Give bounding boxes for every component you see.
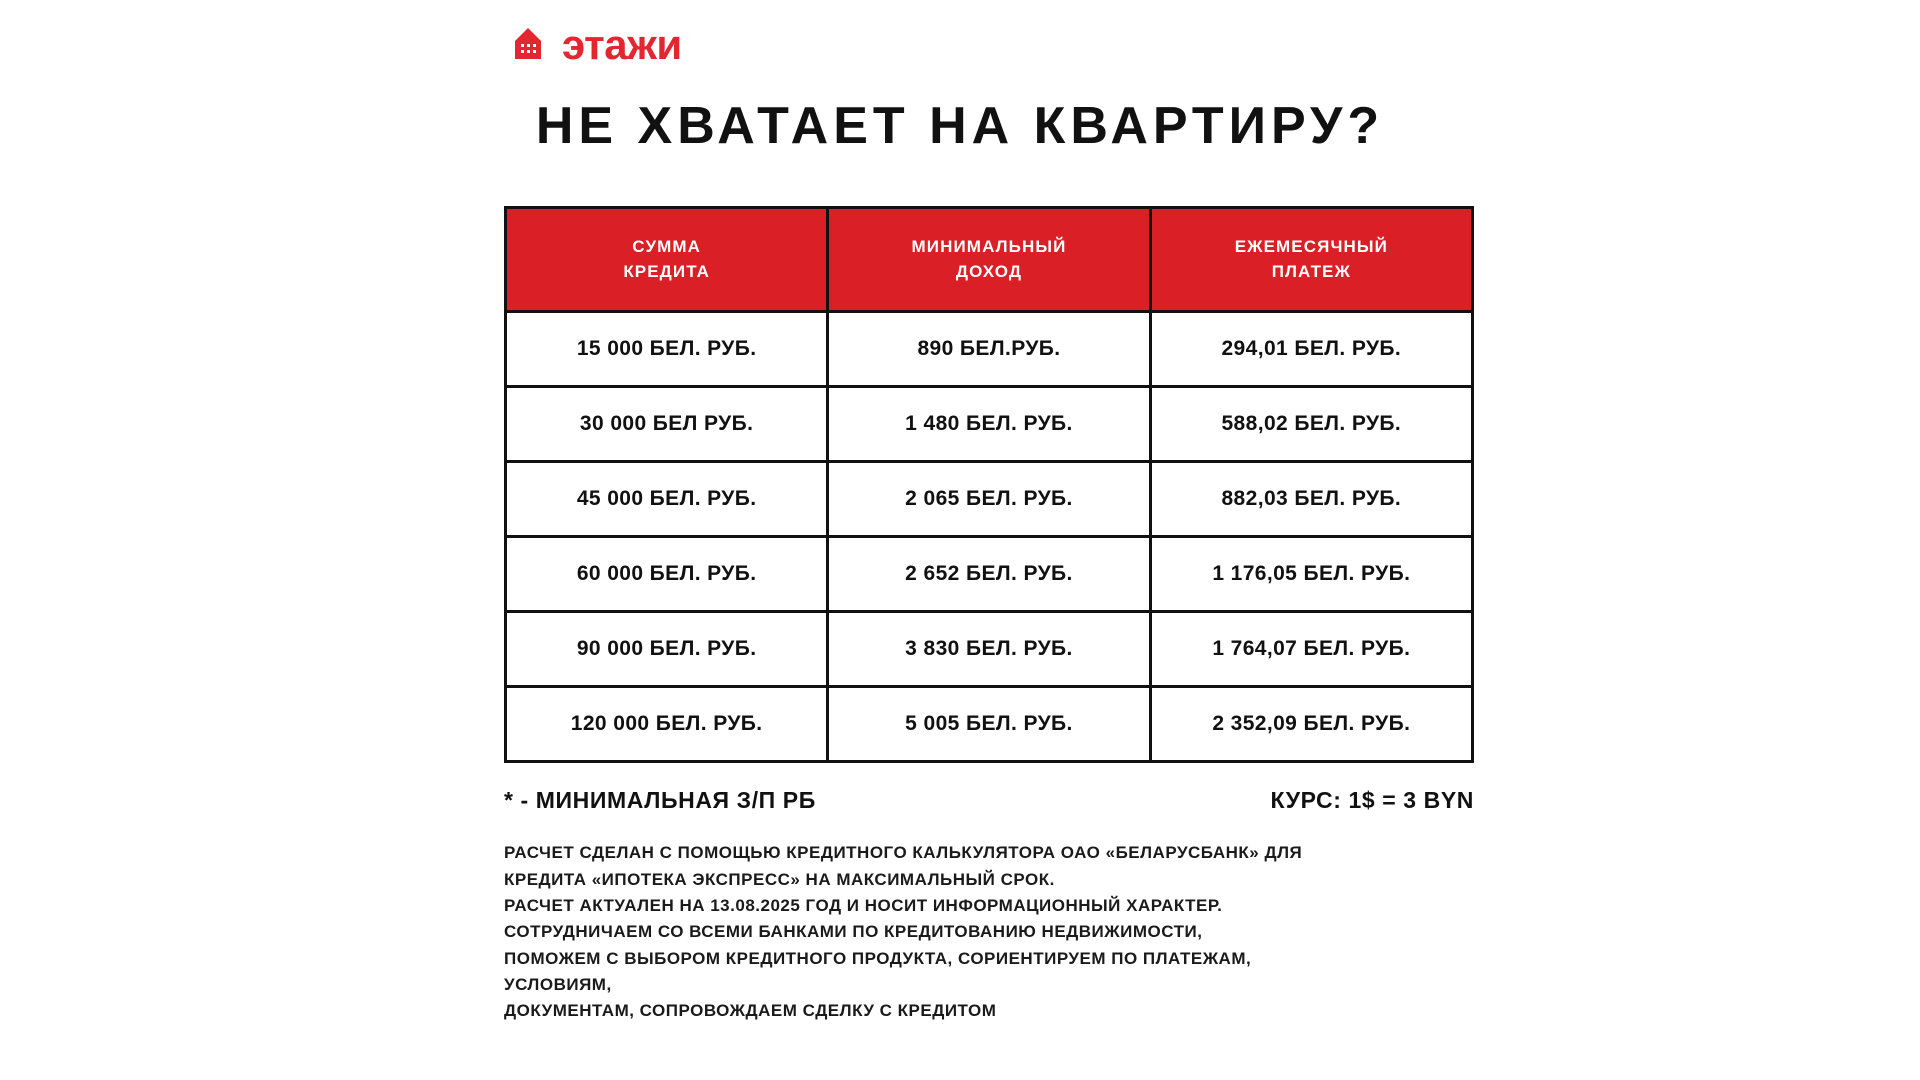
credit-rates-table (504, 206, 1474, 763)
disclaimer-line-6: УСЛОВИЯМ, (504, 975, 612, 994)
table-row (506, 462, 1473, 537)
table-row (506, 537, 1473, 612)
column-header-monthly-payment-line1: ЕЖЕМЕСЯЧНЫЙ (1234, 237, 1388, 256)
column-header-loan-amount-line2: КРЕДИТА (623, 261, 710, 281)
cell-monthly-payment: 1 764,07 БЕЛ. РУБ. (1150, 612, 1472, 687)
cell-min-income: 1 480 БЕЛ. РУБ. (828, 387, 1150, 462)
disclaimer-line-2: КРЕДИТА «ИПОТЕКА ЭКСПРЕСС» НА МАКСИМАЛЬНЫЙ СРОК. (504, 869, 1055, 889)
table-row (506, 312, 1473, 387)
table-row (506, 387, 1473, 462)
table-row (506, 687, 1473, 762)
cell-loan-amount: 30 000 БЕЛ РУБ. (506, 387, 828, 462)
building-icon (508, 25, 548, 65)
notes-row (504, 787, 1474, 814)
note-exchange-rate: КУРС: 1$ = 3 BYN (1270, 787, 1474, 814)
cell-loan-amount: 90 000 БЕЛ. РУБ. (506, 612, 828, 687)
column-header-monthly-payment (1150, 208, 1472, 312)
page-title: НЕ ХВАТАЕТ НА КВАРТИРУ? (535, 97, 1385, 155)
disclaimer-line-4: СОТРУДНИЧАЕМ СО ВСЕМИ БАНКАМИ ПО КРЕДИТОВАНИЮ НЕДВИЖИМОСТИ, (504, 922, 1203, 942)
cell-min-income: 2 652 БЕЛ. РУБ. (828, 537, 1150, 612)
disclaimer-line-3: РАСЧЕТ АКТУАЛЕН НА 13.08.2025 ГОД И НОСИТ ИНФОРМАЦИОННЫЙ ХАРАКТЕР. (504, 895, 1223, 915)
disclaimer-line-5: ПОМОЖЕМ С ВЫБОРОМ КРЕДИТНОГО ПРОДУКТА, СОРИЕНТИРУЕМ ПО ПЛАТЕЖАМ, (504, 948, 1252, 968)
disclaimer-line-1: РАСЧЕТ СДЕЛАН С ПОМОЩЬЮ КРЕДИТНОГО КАЛЬКУЛЯТОРА ОАО «БЕЛАРУСБАНК» ДЛЯ (504, 843, 1303, 863)
cell-monthly-payment: 2 352,09 БЕЛ. РУБ. (1150, 687, 1472, 762)
cell-loan-amount: 60 000 БЕЛ. РУБ. (506, 537, 828, 612)
column-header-loan-amount (506, 208, 828, 312)
cell-min-income: 5 005 БЕЛ. РУБ. (828, 687, 1150, 762)
brand-name: этажи (562, 21, 682, 68)
cell-monthly-payment: 882,03 БЕЛ. РУБ. (1150, 462, 1472, 537)
column-header-min-income-line1: МИНИМАЛЬНЫЙ (911, 237, 1067, 256)
cell-loan-amount: 15 000 БЕЛ. РУБ. (506, 312, 828, 387)
cell-loan-amount: 45 000 БЕЛ. РУБ. (506, 462, 828, 537)
brand-logo (508, 21, 682, 68)
column-header-min-income (828, 208, 1150, 312)
table-header-row (506, 208, 1473, 312)
cell-monthly-payment: 1 176,05 БЕЛ. РУБ. (1150, 537, 1472, 612)
column-header-min-income-line2: ДОХОД (955, 261, 1023, 281)
table-row (506, 612, 1473, 687)
column-header-loan-amount-line1: СУММА (632, 237, 702, 256)
cell-monthly-payment: 294,01 БЕЛ. РУБ. (1150, 312, 1472, 387)
note-minimum-salary: * - МИНИМАЛЬНАЯ З/П РБ (504, 787, 816, 814)
disclaimer-line-7: ДОКУМЕНТАМ, СОПРОВОЖДАЕМ СДЕЛКУ С КРЕДИТОМ (504, 1001, 997, 1021)
table-body (506, 312, 1473, 762)
cell-min-income: 890 БЕЛ.РУБ. (828, 312, 1150, 387)
disclaimer-block (504, 840, 1474, 1024)
content-block (504, 206, 1474, 1025)
table-head (506, 208, 1473, 312)
column-header-monthly-payment-line2: ПЛАТЕЖ (1271, 261, 1351, 281)
cell-min-income: 3 830 БЕЛ. РУБ. (828, 612, 1150, 687)
cell-monthly-payment: 588,02 БЕЛ. РУБ. (1150, 387, 1472, 462)
cell-loan-amount: 120 000 БЕЛ. РУБ. (506, 687, 828, 762)
cell-min-income: 2 065 БЕЛ. РУБ. (828, 462, 1150, 537)
